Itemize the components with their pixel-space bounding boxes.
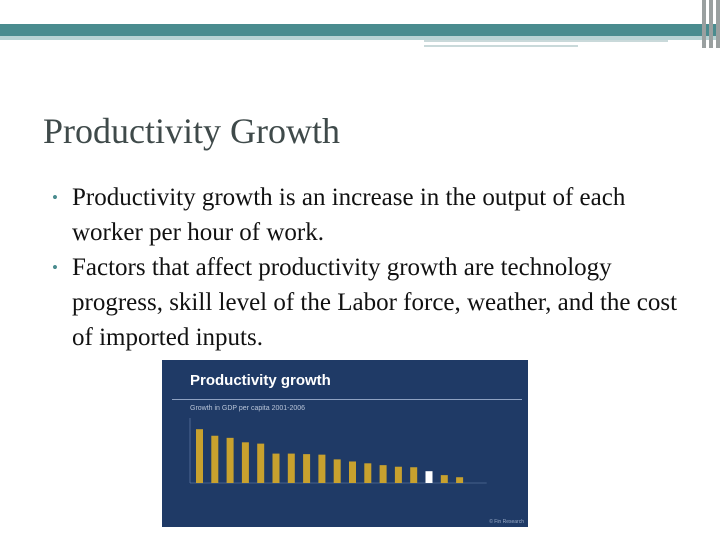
chart-credit: © Fin Research	[489, 519, 524, 525]
bullet-item	[50, 250, 690, 355]
bullet-text: Factors that affect productivity growth are technology progress, skill level of the Labor force, weather, and the cost of imported inputs.	[72, 254, 678, 351]
chart-bar	[441, 475, 448, 483]
chart-bar	[242, 442, 249, 483]
productivity-chart	[162, 360, 528, 527]
chart-bar	[410, 467, 417, 483]
chart-bar	[349, 461, 356, 483]
chart-bar	[395, 467, 402, 483]
chart-bar	[334, 459, 341, 483]
chart-bar	[426, 471, 433, 483]
corner-stripe	[709, 0, 713, 48]
corner-stripe	[702, 0, 706, 48]
header-band	[0, 24, 720, 36]
chart-bar	[257, 444, 264, 483]
header-rule-short	[424, 45, 578, 47]
slide-title: Productivity Growth	[43, 111, 340, 151]
chart-bar	[364, 463, 371, 483]
bullet-item	[50, 180, 690, 250]
corner-stripes	[690, 0, 720, 48]
corner-stripe	[716, 0, 720, 48]
chart-title: Productivity growth	[190, 372, 331, 389]
chart-bar	[227, 438, 234, 483]
chart-bar	[318, 455, 325, 483]
chart-bar	[456, 477, 463, 483]
chart-subtitle: Growth in GDP per capita 2001-2006	[190, 405, 306, 412]
chart-plot	[162, 360, 528, 527]
header-rule-long	[424, 40, 668, 42]
chart-bar	[273, 454, 280, 483]
bullet-text: Productivity growth is an increase in the output of each worker per hour of work.	[72, 184, 626, 246]
bullet-list	[50, 180, 690, 355]
chart-bar	[288, 454, 295, 483]
bullet-dot-icon: •	[52, 258, 58, 277]
chart-bar	[196, 429, 203, 483]
chart-bar	[380, 465, 387, 483]
chart-bar	[211, 436, 218, 483]
chart-bar	[303, 454, 310, 483]
bullet-dot-icon: •	[52, 188, 58, 207]
